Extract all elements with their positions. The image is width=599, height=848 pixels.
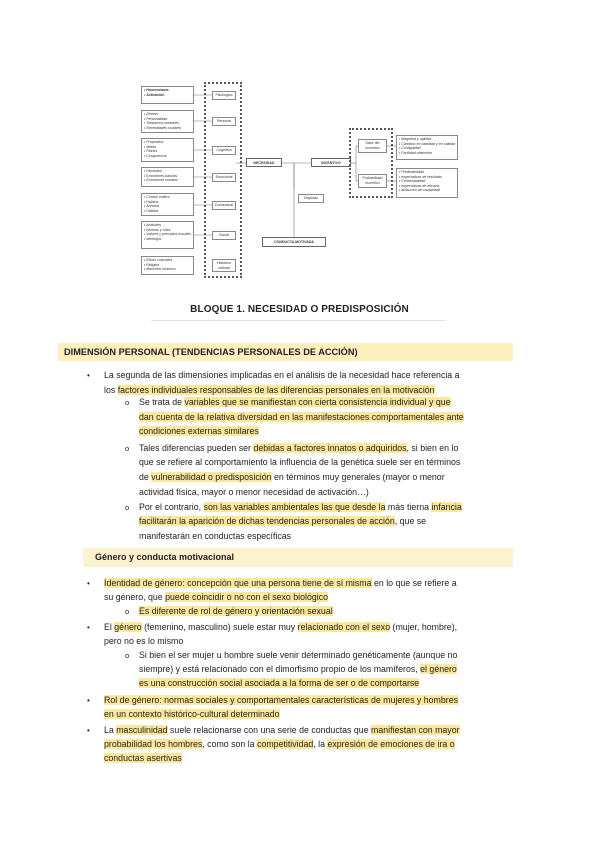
paragraph-line: facilitarán la aparición de dichas tendencias personales de acción, que se: [139, 516, 427, 526]
paragraph-line: los factores individuales responsables de las diferencias personales en la motivación: [104, 385, 435, 395]
sub-bullet-icon: o: [125, 651, 130, 660]
bullet-icon: •: [87, 623, 90, 632]
incentivo-box: INCENTIVO: [311, 158, 351, 167]
sub-bullet-icon: o: [125, 444, 130, 453]
category-conductual: Conductual: [212, 201, 236, 210]
category-historico-cultural: Histórico cultural: [212, 259, 236, 272]
paragraph-line: probabilidad los hombres, como son la competitividad, la expresión de emociones de ira o: [104, 739, 455, 749]
bullet-icon: •: [87, 696, 90, 705]
category-fisiologica: Fisiológica: [212, 91, 236, 100]
incentive-valor: Valor del incentivo: [358, 139, 387, 153]
paragraph-line: dan cuenta de la relativa diversidad en las manifestaciones comportamentales ante: [139, 412, 464, 422]
paragraph-line: La masculinidad suele relacionarse con una serie de conductas que manifiestan con mayor: [104, 725, 460, 735]
bullet-icon: •: [87, 726, 90, 735]
block-title: BLOQUE 1. NECESIDAD O PREDISPOSICIÓN: [190, 304, 409, 315]
paragraph-line: su género, que puede coincidir o no con el sexo biológico: [104, 592, 328, 602]
conducta-motivada-box: CONDUCTA MOTIVADA: [262, 237, 326, 247]
title-underline: [151, 320, 445, 321]
category-cognitiva: Cognitiva: [212, 146, 236, 155]
diagram-group-2: • Género • Personalidad • Trastornos mentales • Necesidades sociales: [141, 110, 194, 133]
bullet-icon: •: [87, 579, 90, 588]
diagram-group-5: • Control volitivo • Hábitos • Anhelos • Hábitos: [141, 193, 194, 216]
incentive-group-2: • Predictibilidad • expectativas de resultado • Controlabilidad • expectativas de eficacia • atribución de causalidad: [396, 168, 458, 198]
paragraph-line: Rol de género: normas sociales y comportamentales características de mujeres y hombres: [104, 695, 458, 705]
section-heading-genero: Género y conducta motivacional: [83, 548, 513, 567]
paragraph-line: es una construcción social asociada a la forma de ser o de comportarse: [139, 678, 420, 688]
paragraph-line: La segunda de las dimensiones implicadas en el análisis de la necesidad hace referencia a: [104, 370, 460, 380]
paragraph-line: en un contexto histórico-cultural determinado: [104, 709, 280, 719]
diagram-group-4: • Heuristics • Emociones básicas • Emociones morales: [141, 167, 194, 187]
diagram-group-6: • Actitudes • Normas y roles • Valores y principios morales • Ideología: [141, 221, 194, 249]
paragraph-line: que se refiere al comportamiento la influencia de la genética suele ser en términos: [139, 457, 461, 467]
paragraph-line: Se trata de variables que se manifiestan con cierta consistencia individual y que: [139, 397, 451, 407]
paragraph-line: actividad física, mayor o menor necesidad de activación…): [139, 487, 369, 497]
disputas-box: Disputas: [298, 194, 324, 203]
sub-bullet-icon: o: [125, 503, 130, 512]
motivation-diagram: [0, 0, 599, 272]
diagram-group-7: • Éticas culturales • Religión • Momento histórico: [141, 256, 194, 275]
paragraph-line: de vulnerabilidad o predisposición en términos muy generales (mayor o menor: [139, 472, 445, 482]
paragraph-line: siempre) y está relacionado con el dimorfismo propio de los mamíferos, el género: [139, 664, 457, 674]
paragraph-line: pero no es lo mismo: [104, 636, 184, 646]
diagram-connectors: [0, 0, 599, 260]
incentive-group-1: • Magnitud y calidad • Cambios en cantidad y en calidad • Contigüidad • Facilidad obtención: [396, 135, 458, 160]
category-social: Social: [212, 231, 236, 240]
diagram-group-3: • Propósitos • Metas • Planes • Congruencia: [141, 138, 194, 162]
paragraph-line: conductas asertivas: [104, 753, 182, 763]
paragraph-line: manifestarán en conductas específicas: [139, 531, 292, 541]
paragraph-line: El género (femenino, masculino) suele estar muy relacionado con el sexo (mujer, hombre),: [104, 622, 458, 632]
sub-bullet-icon: o: [125, 398, 130, 407]
category-personal: Personal: [212, 117, 236, 126]
paragraph-line: Por el contrario, son las variables ambientales las que desde la más tierna infancia: [139, 502, 462, 512]
bullet-icon: •: [87, 371, 90, 380]
paragraph-line: condiciones externas similares: [139, 426, 259, 436]
category-emocional: Emocional: [212, 173, 236, 182]
paragraph-line: Si bien el ser mujer u hombre suele venir determinado genéticamente (aunque no: [139, 650, 458, 660]
sub-bullet-icon: o: [125, 607, 130, 616]
paragraph-line: Es diferente de rol de género y orientación sexual: [139, 606, 333, 616]
necesidad-box: NECESIDAD: [246, 158, 282, 167]
paragraph-line: Tales diferencias pueden ser debidas a factores innatos o adquiridos, si bien en lo: [139, 443, 459, 453]
paragraph-line: Identidad de género: concepción que una persona tiene de sí misma en lo que se refiere a: [104, 578, 457, 588]
incentive-probabilidad: Probabilidad incentivo: [358, 174, 387, 188]
section-heading-personal: DIMENSIÓN PERSONAL (TENDENCIAS PERSONALES DE ACCIÓN): [58, 343, 513, 361]
diagram-group-1: • Homeostasis • Activación: [141, 86, 194, 104]
